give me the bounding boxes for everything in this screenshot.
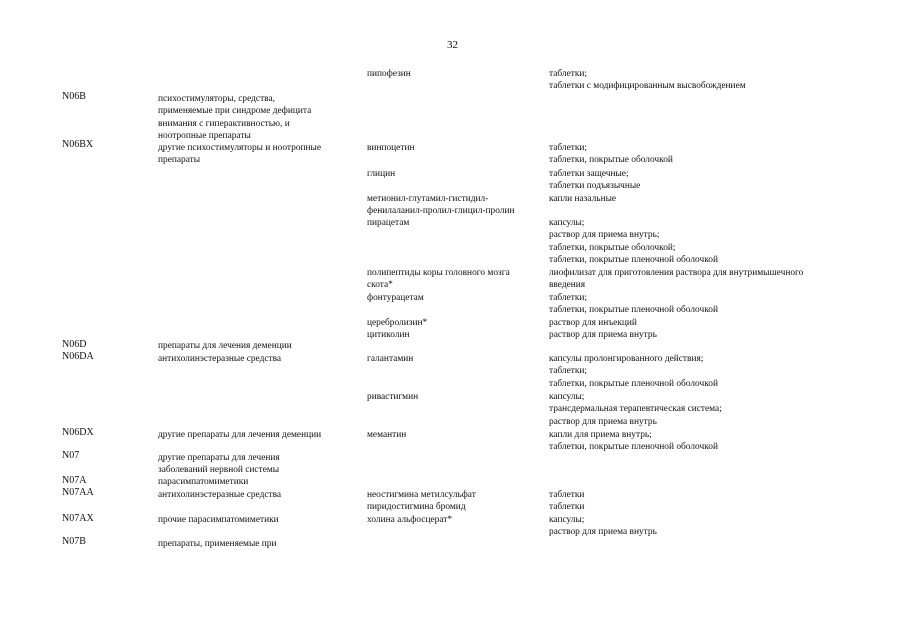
dosage-form: таблетки защечные; xyxy=(549,169,629,179)
drug-name: холина альфосцерат* xyxy=(367,515,453,525)
dosage-form: капсулы; xyxy=(549,392,585,402)
atc-group-name: антихолинэстеразные средства xyxy=(158,354,282,364)
drug-name: скота* xyxy=(367,280,393,291)
atc-group-name: парасимпатомиметики xyxy=(158,477,249,487)
dosage-form: таблетки, покрытые пленочной оболочкой xyxy=(549,305,718,316)
dosage-form: таблетки; xyxy=(549,69,588,79)
dosage-form: таблетки; xyxy=(549,293,588,303)
atc-group-name: прочие парасимпатомиметики xyxy=(158,515,279,525)
drug-name: глицин xyxy=(367,169,396,179)
atc-group-name: применяемые при синдроме дефицита xyxy=(158,106,312,117)
atc-code: N06DX xyxy=(62,427,94,438)
dosage-form: таблетки с модифицированным высвобождением xyxy=(549,81,746,92)
atc-group-name: психостимуляторы, средства, xyxy=(158,94,275,104)
dosage-form: капсулы; xyxy=(549,218,585,228)
drug-name: метионил-глутамил-гистидил- xyxy=(367,194,489,204)
dosage-form: таблетки, покрытые оболочкой xyxy=(549,155,673,166)
page-number: 32 xyxy=(447,39,458,51)
dosage-form: таблетки, покрытые пленочной оболочкой xyxy=(549,442,718,453)
drug-name: церебролизин* xyxy=(367,318,428,328)
dosage-form: капли назальные xyxy=(549,194,617,204)
dosage-form: раствор для приема внутрь xyxy=(549,416,657,427)
dosage-form: таблетки, покрытые оболочкой; xyxy=(549,242,676,253)
atc-code: N06B xyxy=(62,91,86,102)
dosage-form: раствор для инъекций xyxy=(549,318,637,328)
atc-code: N06D xyxy=(62,339,87,350)
drug-name: галантамин xyxy=(367,354,414,364)
drug-name: ривастигмин xyxy=(367,392,419,402)
drug-name: полипептиды коры головного мозга xyxy=(367,268,510,278)
atc-group-name: другие психостимуляторы и ноотропные xyxy=(158,143,322,153)
dosage-form: таблетки xyxy=(549,490,585,500)
dosage-form: введения xyxy=(549,280,586,291)
dosage-form: раствор для приема внутрь; xyxy=(549,230,660,241)
drug-name: винпоцетин xyxy=(367,143,415,153)
dosage-form: таблетки xyxy=(549,502,585,512)
drug-name: мемантин xyxy=(367,430,407,440)
dosage-form: капли для приема внутрь; xyxy=(549,430,652,440)
atc-group-name: заболеваний нервной системы xyxy=(158,465,280,476)
drug-name: пипофезин xyxy=(367,69,411,79)
dosage-form: таблетки, покрытые пленочной оболочкой xyxy=(549,255,718,266)
dosage-form: таблетки; xyxy=(549,143,588,153)
dosage-form: раствор для приема внутрь xyxy=(549,527,657,538)
dosage-form: капсулы; xyxy=(549,515,585,525)
dosage-form: раствор для приема внутрь xyxy=(549,330,657,340)
atc-group-name: препараты xyxy=(158,155,201,166)
drug-name: неостигмина метилсульфат xyxy=(367,490,476,500)
dosage-form: таблетки подъязычные xyxy=(549,181,641,192)
atc-code: N07 xyxy=(62,450,80,461)
atc-group-name: внимания с гиперактивностью, и xyxy=(158,118,290,129)
drug-name: фонтурацетам xyxy=(367,293,424,303)
drug-name: цитиколин xyxy=(367,330,410,340)
atc-code: N07AX xyxy=(62,513,94,524)
atc-code: N07A xyxy=(62,475,87,486)
atc-group-name: препараты, применяемые при xyxy=(158,539,277,549)
atc-group-name: другие препараты для лечения деменции xyxy=(158,430,322,440)
dosage-form: трансдермальная терапевтическая система; xyxy=(549,404,722,415)
atc-code: N06DA xyxy=(62,351,94,362)
dosage-form: капсулы пролонгированного действия; xyxy=(549,354,704,364)
atc-group-name: ноотропные препараты xyxy=(158,131,251,142)
dosage-form: лиофилизат для приготовления раствора для внутримышечного xyxy=(549,268,804,278)
atc-group-name: препараты для лечения деменции xyxy=(158,341,292,351)
atc-code: N07B xyxy=(62,536,86,547)
atc-group-name: другие препараты для лечения xyxy=(158,453,280,463)
atc-group-name: антихолинэстеразные средства xyxy=(158,490,282,500)
atc-code: N06BX xyxy=(62,139,94,150)
dosage-form: таблетки; xyxy=(549,366,588,377)
drug-name: пирацетам xyxy=(367,218,410,228)
drug-name: пиридостигмина бромид xyxy=(367,502,466,512)
drug-name: фенилаланил-пролил-глицил-пролин xyxy=(367,206,515,217)
atc-code: N07AA xyxy=(62,487,94,498)
dosage-form: таблетки, покрытые пленочной оболочкой xyxy=(549,378,718,389)
